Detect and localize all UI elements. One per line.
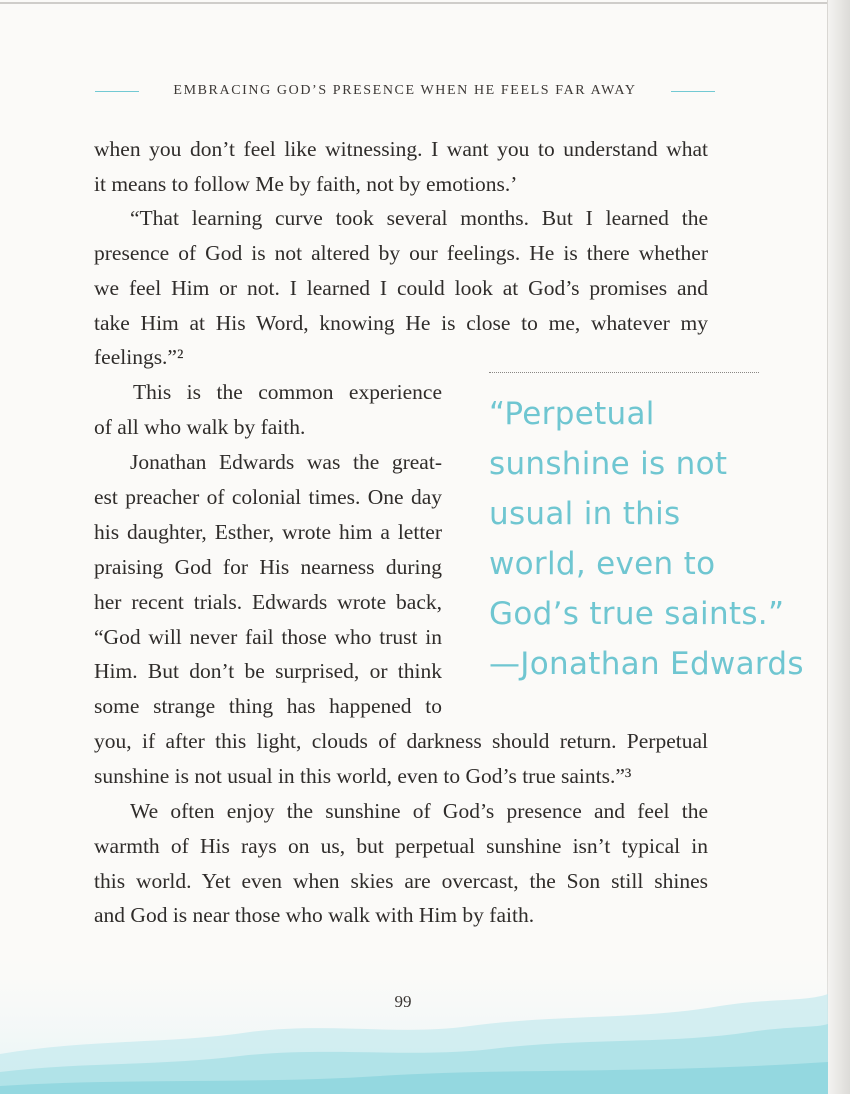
running-head-rule-right <box>671 91 715 92</box>
body-line: This is the common experience <box>133 380 442 404</box>
pull-quote-line: sunshine is not <box>489 446 728 482</box>
body-line: sunshine is not usual in this world, even to God’s true saints.”³ <box>94 764 632 788</box>
running-head-rule-left <box>95 91 139 92</box>
page-right-edge <box>827 0 850 1094</box>
body-line: her recent trials. Edwards wrote back, <box>94 590 442 614</box>
body-line: of all who walk by faith. <box>94 415 306 439</box>
pull-quote-attribution: —Jonathan Edwards <box>489 646 804 682</box>
body-line: this world. Yet even when skies are overcast, the Son still shines <box>94 869 708 893</box>
body-line: feelings.”² <box>94 345 184 369</box>
pull-quote-line: God’s true saints.” <box>489 596 785 632</box>
running-head <box>95 80 715 102</box>
body-line: and God is near those who walk with Him by faith. <box>94 903 535 927</box>
page-top-edge <box>0 2 828 4</box>
body-line: we feel Him or not. I learned I could look at God’s promises and <box>94 276 708 300</box>
pull-quote-line: usual in this <box>489 496 681 532</box>
body-line: “That learning curve took several months. But I learned the <box>130 206 708 230</box>
body-line: it means to follow Me by faith, not by emotions.’ <box>94 172 518 196</box>
body-line: warmth of His rays on us, but perpetual sunshine isn’t typical in <box>94 834 708 858</box>
pull-quote-line: world, even to <box>489 546 716 582</box>
running-head-text: EMBRACING GOD’S PRESENCE WHEN HE FEELS FAR AWAY <box>173 83 637 98</box>
pull-quote-line: “Perpetual <box>489 396 655 432</box>
body-line: Jonathan Edwards was the great- <box>130 450 442 474</box>
body-line: praising God for His nearness during <box>94 555 442 579</box>
body-line: Him. But don’t be surprised, or think <box>94 659 442 683</box>
body-line: We often enjoy the sunshine of God’s presence and feel the <box>130 799 708 823</box>
body-line: est preacher of colonial times. One day <box>94 485 442 509</box>
body-line: his daughter, Esther, wrote him a letter <box>94 520 442 544</box>
body-line: presence of God is not altered by our feelings. He is there whether <box>94 241 708 265</box>
body-line: you, if after this light, clouds of darkness should return. Perpetual <box>94 729 708 753</box>
page-number: 99 <box>394 992 412 1011</box>
pull-quote-rule <box>489 372 759 373</box>
mountain-watercolor-decoration <box>0 944 828 1094</box>
body-line: when you don’t feel like witnessing. I want you to understand what <box>94 137 708 161</box>
body-line: take Him at His Word, knowing He is close to me, whatever my <box>94 311 708 335</box>
body-line: some strange thing has happened to <box>94 694 442 718</box>
body-line: “God will never fail those who trust in <box>94 625 442 649</box>
